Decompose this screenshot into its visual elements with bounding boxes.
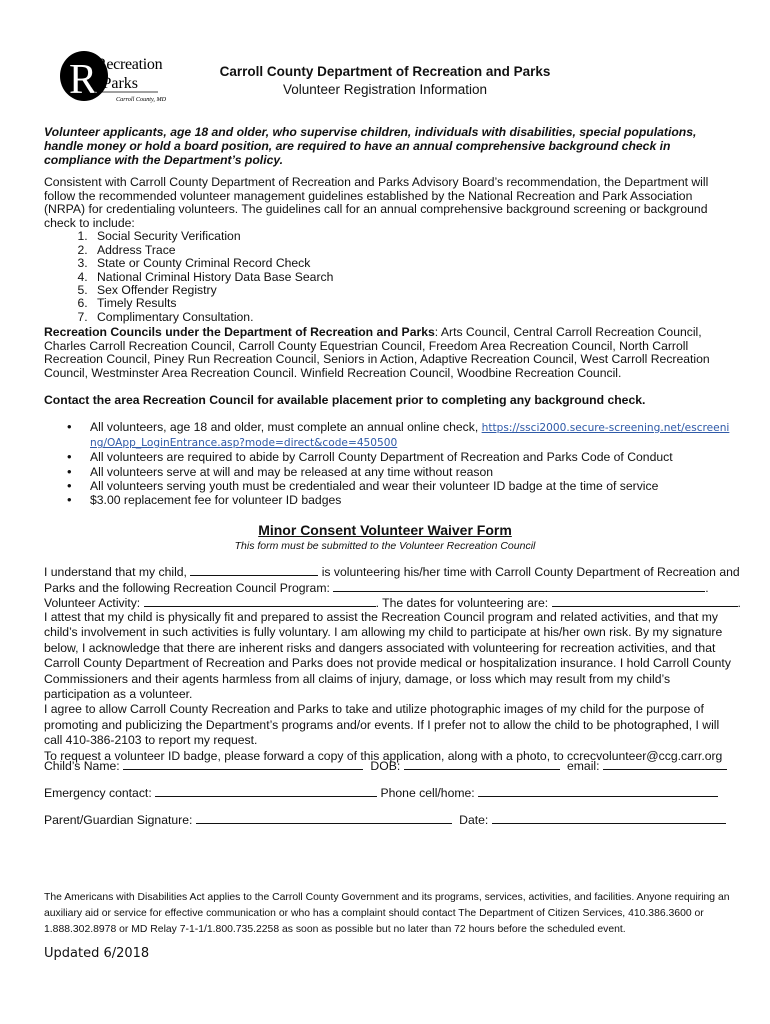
dob-label: DOB: [370, 759, 401, 773]
rule-item: • $3.00 replacement fee for volunteer ID badges [90, 493, 734, 507]
activity-blank[interactable] [144, 595, 376, 607]
rule-item [90, 420, 734, 450]
waiver-line3-b: . The dates for volunteering are: [375, 596, 552, 610]
background-check-notice: Volunteer applicants, age 18 and older, who supervise children, individuals with disabilities, special populations, handle money or hold a board position, are required to have an annual comprehensive background check in compliance with the Department’s policy. [44, 125, 697, 167]
rule-item: • All volunteers serve at will and may be released at any time without reason [90, 465, 734, 479]
date-label: Date: [459, 813, 489, 827]
child-name-field[interactable] [123, 758, 363, 770]
dob-field[interactable] [404, 758, 560, 770]
waiver-line1-b: is volunteering his/her time with Carroll County Department of Recreation and [318, 565, 740, 579]
rule-online-check: All volunteers, age 18 and older, must complete an annual online check, [90, 420, 482, 434]
requirement-item: 1. Social Security Verification [91, 230, 734, 243]
waiver-line2: Parks and the following Recreation Council Program: [44, 581, 334, 595]
requirement-item: 7. Complimentary Consultation. [91, 311, 734, 324]
page-subtitle: Volunteer Registration Information [282, 82, 488, 97]
signature-row [44, 812, 734, 827]
logo-line1: Recreation [96, 56, 163, 73]
page-title: Carroll County Department of Recreation and Parks [219, 64, 551, 79]
rule-item: • All volunteers serving youth must be credentialed and wear their volunteer ID badge at the time of service [90, 479, 734, 493]
logo-line3: Carroll County, MD [116, 96, 167, 103]
waiver-badge-text: To request a volunteer ID badge, please forward a copy of this application, along with a photo, to ccrecvolunteer@ccg.carr.org [44, 748, 723, 763]
contact-note: Contact the area Recreation Council for available placement prior to completing any background check. [44, 393, 646, 407]
child-info-row [44, 758, 734, 773]
waiver-title: Minor Consent Volunteer Waiver Form [258, 522, 512, 538]
rule-item: • All volunteers are required to abide by Carroll County Department of Recreation and Parks Code of Conduct [90, 450, 734, 464]
guidelines-text: Consistent with Carroll County Department of Recreation and Parks Advisory Board’s recommendation, the Department will follow the recommended volunteer management guidelines established by the National Recreation and Park Association (NRPA) for credentialing volunteers. The guidelines call for an annual comprehensive background screening or background check to include: [44, 175, 709, 230]
signature-label: Parent/Guardian Signature: [44, 813, 193, 827]
updated-date: Updated 6/2018 [44, 946, 150, 961]
rules-list [44, 420, 734, 507]
email-label: email: [567, 759, 600, 773]
emergency-label: Emergency contact: [44, 786, 152, 800]
signature-field[interactable] [196, 812, 452, 824]
waiver-attest-text: I attest that my child is physically fit and prepared to assist the Recreation Council program and related activities, and that my child’s involvement in such activities is fully voluntary. I am allowing my child to participate at his/her own risk. By my signature below, I acknowledge that there are inherent risks and dangers associated with volunteering for recreation activities, and that Carroll County Department of Recreation and Parks does not provide medical or hospitalization insurance. I hold Carroll County Commissioners and their agents harmless from all claims of injury, damage, or loss which may result from my child’s participation as a volunteer. [44, 610, 731, 702]
requirement-item: 4. National Criminal History Data Base Search [91, 271, 734, 284]
program-blank[interactable] [333, 580, 705, 592]
waiver-body [44, 610, 734, 764]
requirement-item: 6. Timely Results [91, 297, 734, 310]
email-field[interactable] [603, 758, 727, 770]
waiver-subtitle: This form must be submitted to the Volunteer Recreation Council [234, 540, 536, 552]
councils-paragraph [44, 326, 734, 380]
date-field[interactable] [492, 812, 726, 824]
waiver-activity-line: Volunteer Activity: . The dates for volunteering are: . [44, 596, 741, 610]
requirements-list [44, 230, 734, 324]
child-name-blank[interactable] [190, 564, 318, 576]
waiver-line3-a: Volunteer Activity: [44, 596, 144, 610]
phone-field[interactable] [478, 785, 718, 797]
phone-label: Phone cell/home: [380, 786, 475, 800]
dates-blank[interactable] [552, 595, 738, 607]
logo-line2: &Parks [90, 75, 138, 92]
guidelines-section [44, 176, 734, 324]
waiver-photo-text: I agree to allow Carroll County Recreation and Parks to take and utilize photographic images of my child for the purpose of promoting and publicizing the Department’s programs and/or events. If I prefer not to allow the child to be photographed, I will call 410-386-2103 to report my request. [44, 702, 720, 748]
svg-text:R: R [69, 57, 98, 103]
screening-link[interactable]: https://ssci2000.secure-screening.net/escreening/OApp_LoginEntrance.asp?mode=direct&code=450500 [90, 422, 730, 450]
councils-label: Recreation Councils under the Department of Recreation and Parks [44, 325, 435, 339]
councils-text: : Arts Council, Central Carroll Recreation Council, Charles Carroll Recreation Council, Carroll County Equestrian Council, Freedom Area Recreation Council, North Carroll Recreation Council, Piney Run Recreation Council, Seniors in Action, Adaptive Recreation Council, West Carroll Recreation Council, Westminster Area Recreation Council. Winfield Recreation Council, Woodbine Recreation Council. [44, 325, 710, 380]
emergency-row [44, 785, 734, 800]
waiver-line1-a: I understand that my child, [44, 565, 191, 579]
emergency-field[interactable] [155, 785, 377, 797]
waiver-child-line [44, 564, 740, 581]
waiver-program-line: Parks and the following Recreation Council Program: . [44, 581, 709, 595]
ada-notice: The Americans with Disabilities Act applies to the Carroll County Government and its programs, services, activities, and facilities. Anyone requiring an auxiliary aid or service for effective communication or who has a complaint should contact The Department of Citizen Services, 410.386.3600 or 1.888.302.8978 or MD Relay 7-1-1/1.800.735.2258 as soon as possible but no later than 72 hours before the scheduled event. [44, 892, 730, 935]
child-name-label: Child’s Name: [44, 759, 120, 773]
requirement-item: 3. State or County Criminal Record Check [91, 257, 734, 270]
requirement-item: 5. Sex Offender Registry [91, 284, 734, 297]
requirement-item: 2. Address Trace [91, 244, 734, 257]
volunteer-rules [44, 420, 734, 507]
